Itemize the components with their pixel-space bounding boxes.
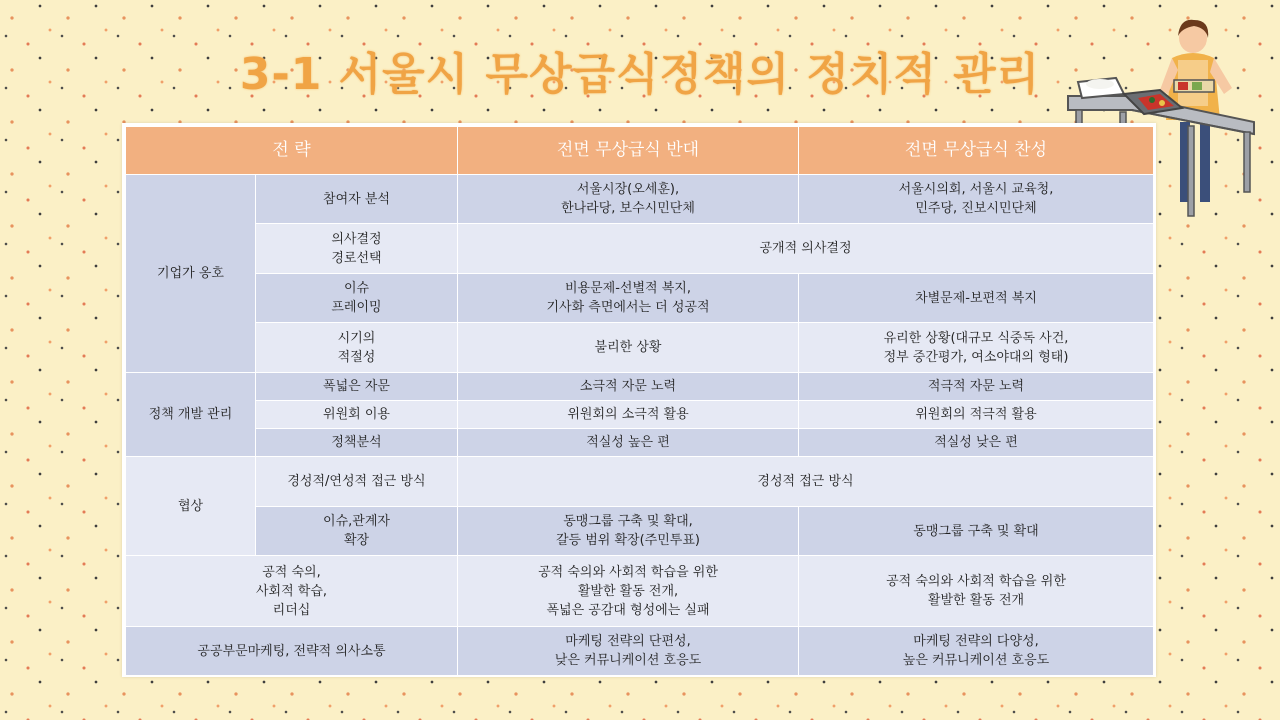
policy-table	[125, 126, 1154, 676]
merged-cell: 경성적 접근 방식	[458, 457, 1154, 507]
against-cell: 불리한 상황	[458, 323, 799, 373]
table-row	[126, 224, 1154, 274]
table-row	[126, 401, 1154, 429]
strategy-item: 정책분석	[256, 429, 458, 457]
strategy-item: 폭넓은 자문	[256, 373, 458, 401]
against-cell: 비용문제-선별적 복지, 기사화 측면에서는 더 성공적	[458, 274, 799, 323]
for-cell: 공적 숙의와 사회적 학습을 위한 활발한 활동 전개	[799, 556, 1154, 627]
table-row	[126, 556, 1154, 627]
strategy-item: 경성적/연성적 접근 방식	[256, 457, 458, 507]
strategy-item: 위원회 이용	[256, 401, 458, 429]
header-against: 전면 무상급식 반대	[458, 127, 799, 175]
for-cell: 동맹그룹 구축 및 확대	[799, 507, 1154, 556]
against-cell: 위원회의 소극적 활용	[458, 401, 799, 429]
table-row	[126, 507, 1154, 556]
header-strategy: 전 략	[126, 127, 458, 175]
strategy-item: 의사결정 경로선택	[256, 224, 458, 274]
strategy-item: 시기의 적절성	[256, 323, 458, 373]
for-cell: 위원회의 적극적 활용	[799, 401, 1154, 429]
table-row	[126, 627, 1154, 676]
strategy-item: 공적 숙의, 사회적 학습, 리더십	[126, 556, 458, 627]
against-cell: 동맹그룹 구축 및 확대, 갈등 범위 확장(주민투표)	[458, 507, 799, 556]
group-label: 기업가 옹호	[126, 175, 256, 373]
against-cell: 적실성 높은 편	[458, 429, 799, 457]
against-cell: 공적 숙의와 사회적 학습을 위한 활발한 활동 전개, 폭넓은 공감대 형성에는 실패	[458, 556, 799, 627]
table-row	[126, 373, 1154, 401]
table-row	[126, 429, 1154, 457]
for-cell: 서울시의회, 서울시 교육청, 민주당, 진보시민단체	[799, 175, 1154, 224]
for-cell: 적극적 자문 노력	[799, 373, 1154, 401]
merged-cell: 공개적 의사결정	[458, 224, 1154, 274]
for-cell: 차별문제-보편적 복지	[799, 274, 1154, 323]
against-cell: 소극적 자문 노력	[458, 373, 799, 401]
table-row	[126, 175, 1154, 224]
page-title: 3-1 서울시 무상급식정책의 정치적 관리	[239, 49, 1041, 100]
table-header-row	[126, 127, 1154, 175]
group-label: 협상	[126, 457, 256, 556]
table-panel	[122, 123, 1156, 677]
for-cell: 적실성 낮은 편	[799, 429, 1154, 457]
for-cell: 마케팅 전략의 다양성, 높은 커뮤니케이션 호응도	[799, 627, 1154, 676]
strategy-item: 이슈,관계자 확장	[256, 507, 458, 556]
group-label: 정책 개발 관리	[126, 373, 256, 457]
table-row	[126, 457, 1154, 507]
table-row	[126, 323, 1154, 373]
against-cell: 마케팅 전략의 단편성, 낮은 커뮤니케이션 호응도	[458, 627, 799, 676]
strategy-item: 참여자 분석	[256, 175, 458, 224]
strategy-item: 공공부문마케팅, 전략적 의사소통	[126, 627, 458, 676]
table-row	[126, 274, 1154, 323]
for-cell: 유리한 상황(대규모 식중독 사건, 정부 중간평가, 여소야대의 형태)	[799, 323, 1154, 373]
against-cell: 서울시장(오세훈), 한나라당, 보수시민단체	[458, 175, 799, 224]
header-for: 전면 무상급식 찬성	[799, 127, 1154, 175]
strategy-item: 이슈 프레이밍	[256, 274, 458, 323]
